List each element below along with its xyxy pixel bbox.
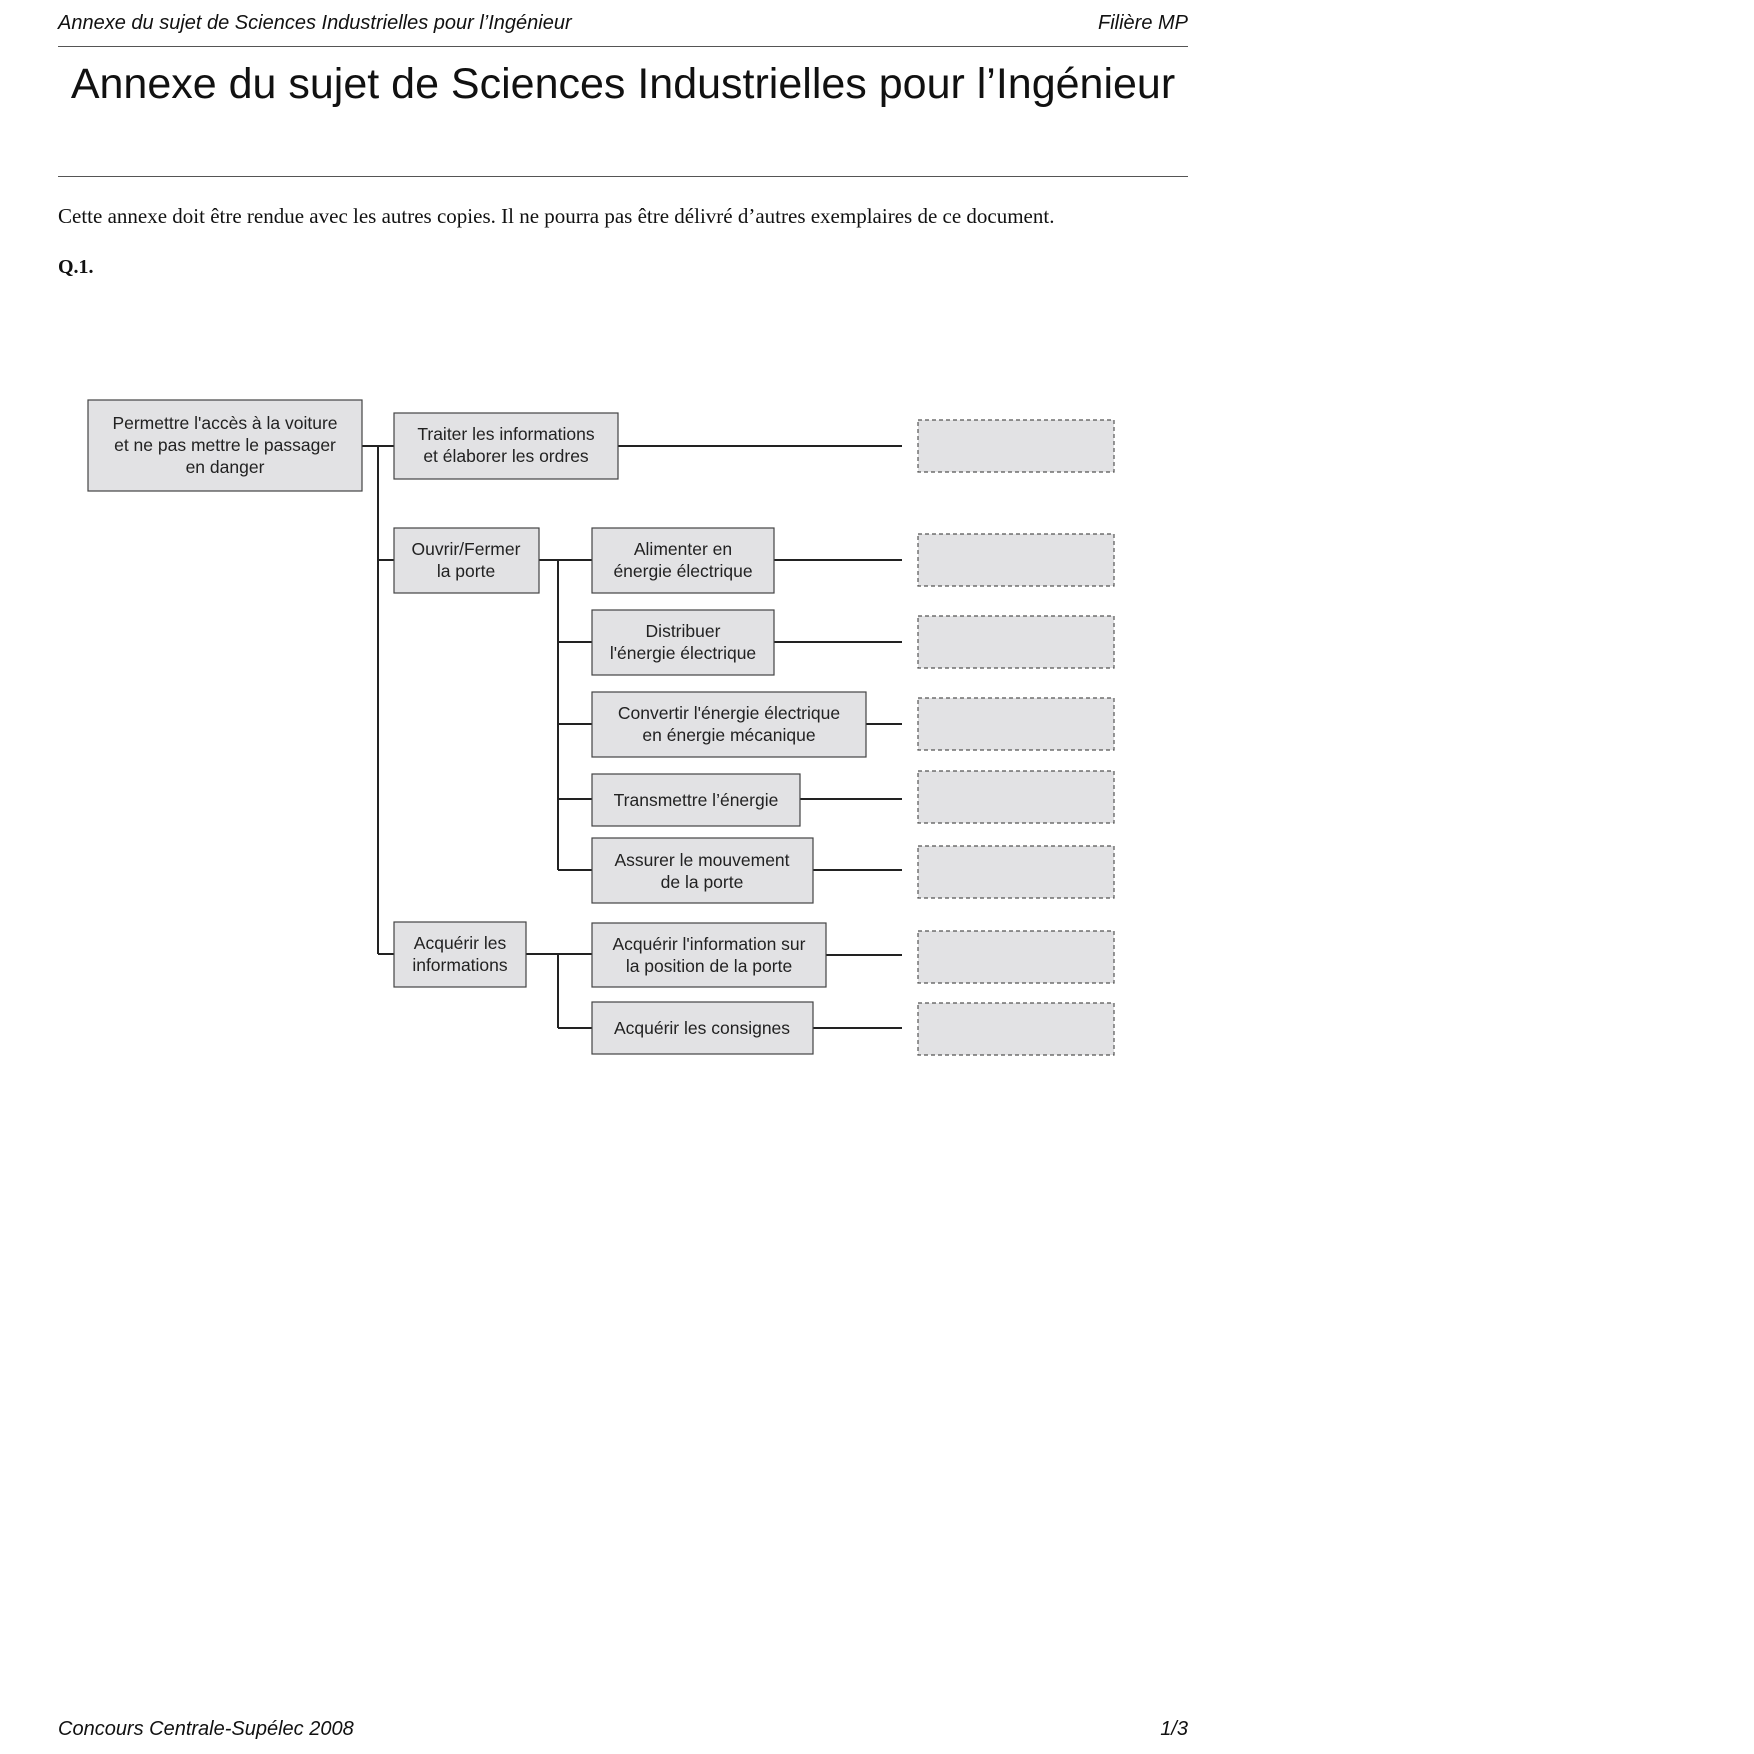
svg-text:Transmettre l’énergie [614, 790, 779, 810]
acq-consignes-line-1: Acquérir les consignes [613, 1018, 791, 1038]
acquerir-line-2: informations [412, 955, 508, 975]
acq-position-line-1: Acquérir l'information sur [612, 934, 806, 954]
ouvrir-line-2: la porte [436, 561, 496, 581]
answer-box-acq-position[interactable] [918, 931, 1114, 983]
acq-position-line-2: la position de la porte [625, 956, 793, 976]
ouvrir-line-1: Ouvrir/Fermer [411, 539, 521, 559]
function-box-acquerir [394, 922, 526, 987]
acquerir-line-1: Acquérir les [413, 933, 507, 953]
answer-box-convertir[interactable] [918, 698, 1114, 750]
convertir-line-2: en énergie mécanique [642, 725, 816, 745]
assurer-line-2: de la porte [660, 872, 744, 892]
footer-left: Concours Centrale-Supélec 2008 [58, 1718, 354, 1740]
distribuer-line-2: l'énergie électrique [609, 643, 757, 663]
running-header-left: Annexe du sujet de Sciences Industrielles pour l’Ingénieur [58, 12, 572, 34]
answer-box-assurer[interactable] [918, 846, 1114, 898]
question-label: Q.1. [58, 256, 94, 278]
alimenter-line-1: Alimenter en [633, 539, 733, 559]
intro-paragraph: Cette annexe doit être rendue avec les autres copies. Il ne pourra pas être délivré d’autres exemplaires de ce document. [58, 204, 1055, 228]
running-header-right: Filière MP [1097, 12, 1188, 34]
page-title: Annexe du sujet de Sciences Industrielles pour l’Ingénieur [70, 60, 1176, 108]
answer-box-distribuer[interactable] [918, 616, 1114, 668]
answer-box-traiter[interactable] [918, 420, 1114, 472]
subfunction-box-transmettre [592, 774, 800, 826]
root-line-1: Permettre l'accès à la voiture [112, 413, 338, 433]
answer-box-transmettre[interactable] [918, 771, 1114, 823]
subfunction-box-alimenter [592, 528, 774, 593]
answer-box-alimenter[interactable] [918, 534, 1114, 586]
traiter-line-2: et élaborer les ordres [423, 446, 589, 466]
function-box-traiter [394, 413, 618, 479]
root-function-box [88, 400, 362, 491]
subfunction-box-acq-position [592, 923, 826, 987]
convertir-line-1: Convertir l'énergie électrique [617, 703, 841, 723]
function-box-ouvrir [394, 528, 539, 593]
page-number: 1/3 [1160, 1718, 1188, 1740]
subfunction-box-assurer [592, 838, 813, 903]
subfunction-box-distribuer [592, 610, 774, 675]
assurer-line-1: Assurer le mouvement [614, 850, 790, 870]
subfunction-box-convertir [592, 692, 866, 757]
traiter-line-1: Traiter les informations [417, 424, 595, 444]
alimenter-line-2: énergie électrique [613, 561, 753, 581]
svg-text:Acquérir les consignes [614, 1018, 790, 1038]
transmettre-line-1: Transmettre l’énergie [613, 790, 779, 810]
answer-box-acq-consignes[interactable] [918, 1003, 1114, 1055]
root-line-3: en danger [185, 457, 265, 477]
subfunction-box-acq-consignes [592, 1002, 813, 1054]
root-line-2: et ne pas mettre le passager [114, 435, 336, 455]
distribuer-line-1: Distribuer [645, 621, 721, 641]
